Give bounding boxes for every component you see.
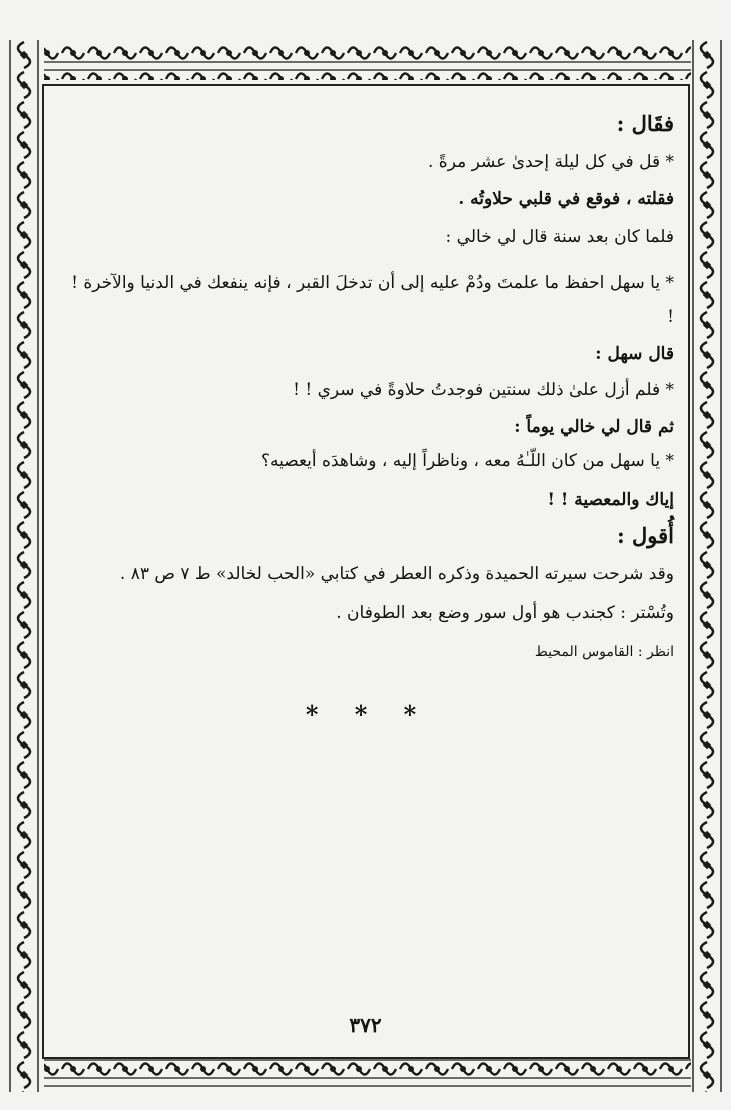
- page-number: ٣٧٢: [349, 1013, 382, 1037]
- text-line: * يا سهل من كان اللّـٰهُ معه ، وناظراً إليه ، وشاهدَه أيعصيه؟: [260, 450, 674, 471]
- text-line: قال سهل :: [595, 344, 674, 364]
- text-line: إياك والمعصية ! !: [547, 490, 674, 510]
- page-body: [62, 108, 674, 733]
- text-line: * قل في كل ليلة إحدىٰ عشر مرةً .: [428, 151, 674, 172]
- text-paragraph: وقد شرحت سيرته الحميدة وذكره العطر في كتابي «الحب لخالد» ط ٧ ص ٨٣ .: [119, 564, 674, 584]
- right-ornamental-border: [689, 40, 729, 1092]
- heading-aqul: أُقول :: [616, 522, 674, 548]
- text-line: فلما كان بعد سنة قال لي خالي :: [445, 226, 674, 247]
- text-line: فقلته ، فوقع في قلبي حلاوتُه .: [458, 189, 674, 209]
- text-line: وتُسْتر : كجندب هو أول سور وضع بعد الطوفان .: [336, 602, 674, 623]
- text-line: * فلم أزل علىٰ ذلك سنتين فوجدتُ حلاوةً في سري ! !: [293, 379, 674, 400]
- section-separator: * * *: [305, 700, 431, 730]
- footnote: انظر : القاموس المحيط: [534, 644, 674, 661]
- text-paragraph: * يا سهل احفظ ما علمتَ ودُمْ عليه إلى أن تدخلَ القبر ، فإنه ينفعك في الدنيا والآخرة ! !: [71, 273, 674, 327]
- text-line: ثم قال لي خالي يوماً :: [514, 417, 674, 437]
- top-ornamental-border: [8, 40, 723, 88]
- heading-faqal: فقَال :: [616, 111, 674, 136]
- bottom-ornamental-border: [8, 1056, 723, 1092]
